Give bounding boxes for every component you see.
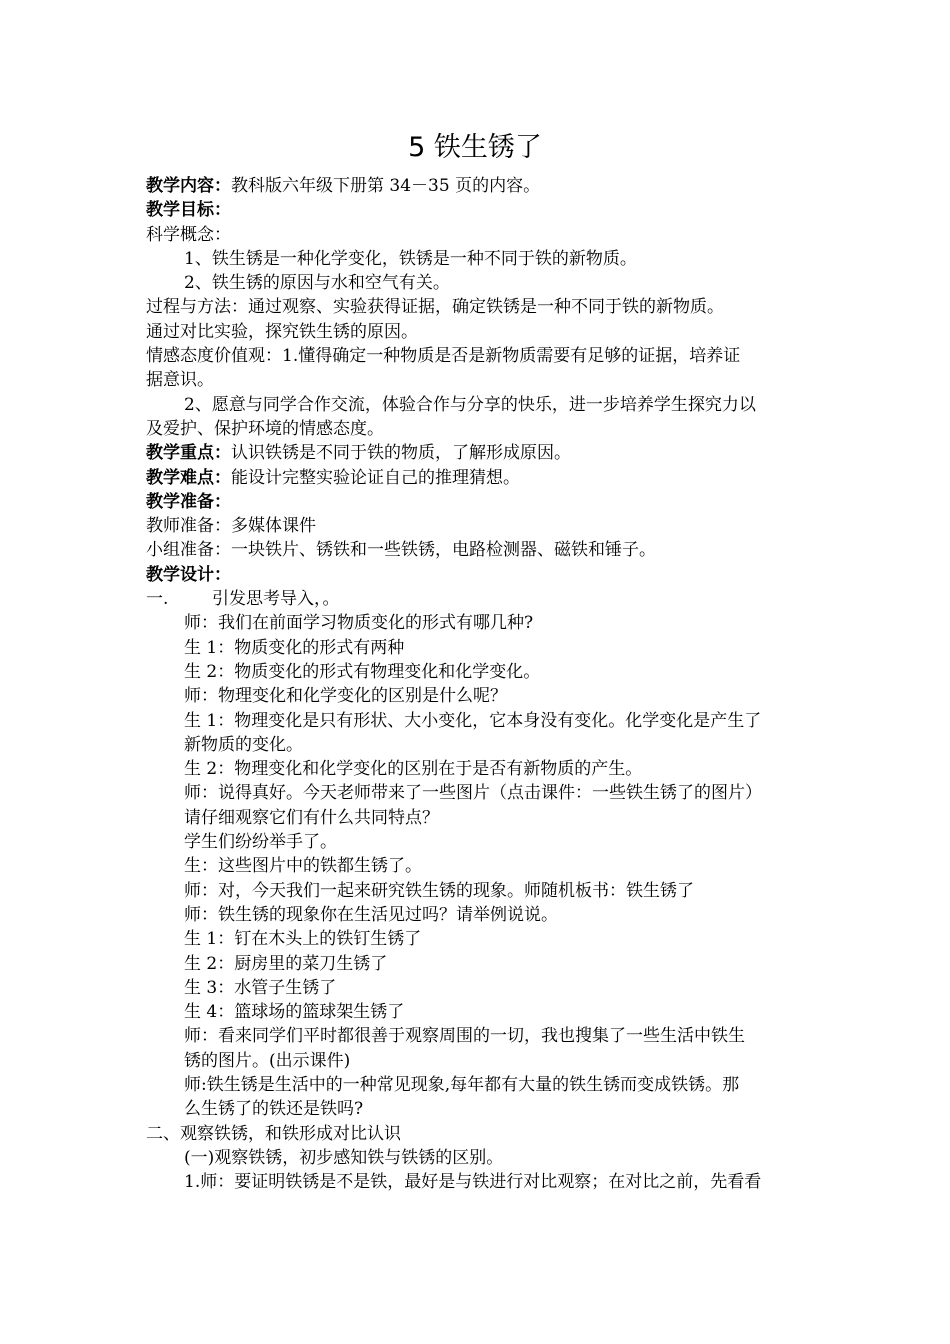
dialogue-line: 师：我们在前面学习物质变化的形式有哪几种?	[184, 613, 534, 634]
dialogue-line: 生 2：物质变化的形式有物理变化和化学变化。	[184, 661, 541, 682]
dialogue-line: 新物质的变化。	[184, 734, 303, 755]
dialogue-line: 师：说得真好。今天老师带来了一些图片（点击课件：一些铁生锈了的图片）	[184, 783, 762, 804]
key-point-line	[146, 441, 814, 465]
teacher-prep: 教师准备：多媒体课件	[146, 516, 316, 537]
emotion-line-2: 据意识。	[146, 370, 214, 391]
section-1-number: 一.	[146, 589, 169, 610]
dialogue-line: 师:铁生锈是生活中的一种常见现象,每年都有大量的铁生锈而变成铁锈。那	[184, 1074, 740, 1095]
dialogue-line: 师：铁生锈的现象你在生活见过吗？请举例说说。	[184, 904, 558, 925]
key-point-label: 教学重点：	[146, 443, 231, 464]
dialogue-line: 生 1：物质变化的形式有两种	[184, 637, 405, 658]
dialogue-line: 师：看来同学们平时都很善于观察周围的一切，我也搜集了一些生活中铁生	[184, 1026, 745, 1047]
key-point-text: 认识铁锈是不同于铁的物质，了解形成原因。	[231, 443, 571, 464]
dialogue-line: 生 2：厨房里的菜刀生锈了	[184, 953, 388, 974]
dialogue-line: 生 4：篮球场的篮球架生锈了	[184, 1002, 405, 1023]
content-line	[146, 174, 814, 198]
science-concept-label: 科学概念：	[146, 224, 231, 245]
content-text: 教科版六年级下册第 34－35 页的内容。	[231, 176, 541, 196]
dialogue-block	[146, 611, 814, 1121]
goals-label: 教学目标：	[146, 200, 231, 221]
design-label: 教学设计：	[146, 564, 231, 585]
difficulty-text: 能设计完整实验论证自己的推理猜想。	[231, 467, 520, 488]
dialogue-line: 请仔细观察它们有什么共同特点？	[184, 807, 439, 828]
dialogue-line: 生 1：物理变化是只有形状、大小变化，它本身没有变化。化学变化是产生了	[184, 710, 762, 731]
emotion-line-4: 及爱护、保护环境的情感态度。	[146, 418, 384, 439]
document-body	[146, 174, 814, 1194]
dialogue-line: 生 2：物理变化和化学变化的区别在于是否有新物质的产生。	[184, 759, 643, 780]
dialogue-line: 么生锈了的铁还是铁吗?	[184, 1099, 364, 1120]
concept-item-1: 1、铁生锈是一种化学变化，铁锈是一种不同于铁的新物质。	[184, 248, 637, 269]
dialogue-line: 生：这些图片中的铁都生锈了。	[184, 856, 422, 877]
group-prep: 小组准备：一块铁片、锈铁和一些铁锈，电路检测器、磁铁和锤子。	[146, 540, 656, 561]
dialogue-line: 锈的图片。(出示课件)	[184, 1050, 351, 1071]
difficulty-line	[146, 466, 814, 490]
section-2-heading: 二、观察铁锈，和铁形成对比认识	[146, 1123, 401, 1144]
process-line-1: 过程与方法：通过观察、实验获得证据，确定铁锈是一种不同于铁的新物质。	[146, 297, 724, 318]
content-label: 教学内容：	[146, 176, 231, 196]
dialogue-line: 生 3：水管子生锈了	[184, 977, 337, 998]
section-1-text: 引发思考导入，。	[212, 589, 340, 610]
dialogue-line: 师：物理变化和化学变化的区别是什么呢？	[184, 686, 507, 707]
difficulty-label: 教学难点：	[146, 467, 231, 488]
process-line-2: 通过对比实验，探究铁生锈的原因。	[146, 321, 418, 342]
emotion-line-1: 情感态度价值观：1.懂得确定一种物质是否是新物质需要有足够的证据，培养证	[146, 346, 741, 367]
step-1-text: 1.师：要证明铁锈是不是铁，最好是与铁进行对比观察；在对比之前，先看看	[184, 1172, 762, 1193]
section-1-heading	[146, 587, 814, 611]
subsection-1-heading: (一)观察铁锈，初步感知铁与铁锈的区别。	[184, 1147, 504, 1168]
dialogue-line: 生 1：钉在木头上的铁钉生锈了	[184, 929, 422, 950]
dialogue-line: 学生们纷纷举手了。	[184, 832, 337, 853]
dialogue-line: 师：对，今天我们一起来研究铁生锈的现象。师随机板书：铁生锈了	[184, 880, 694, 901]
concept-item-2: 2、铁生锈的原因与水和空气有关。	[184, 273, 450, 294]
emotion-line-3: 2、愿意与同学合作交流，体验合作与分享的快乐，进一步培养学生探究力以	[184, 394, 756, 415]
document-title: 5 铁生锈了	[408, 132, 542, 163]
prep-label: 教学准备：	[146, 491, 231, 512]
